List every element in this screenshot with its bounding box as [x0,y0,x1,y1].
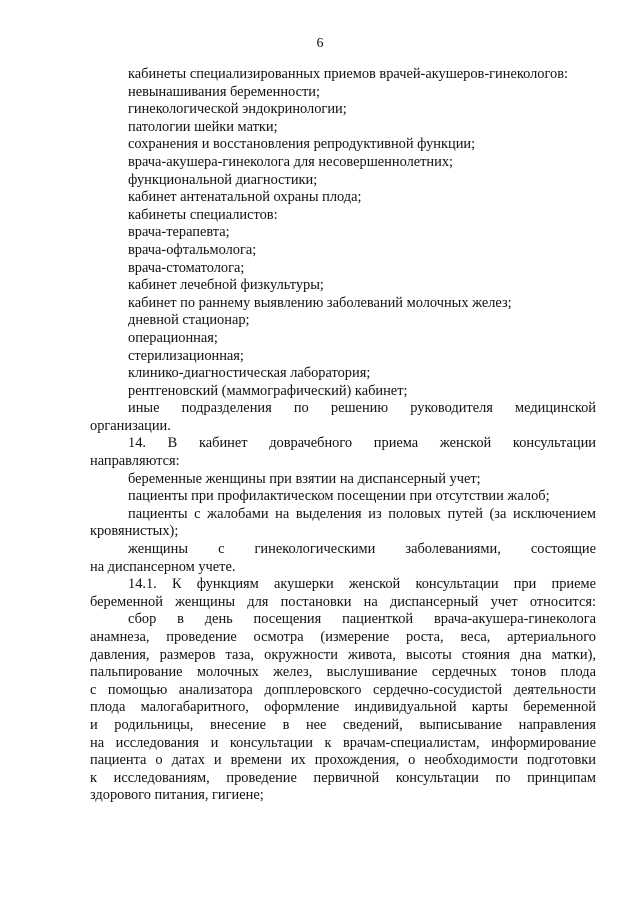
text-line: анамнеза, проведение осмотра (измерение роста, веса, артериального [90,629,596,645]
text-line: врача-стоматолога; [128,259,245,276]
text-line: стерилизационная; [128,347,244,364]
text-line: и родильницы, внесение в нее сведений, выписывание направления [90,716,596,733]
text-line: беременные женщины при взятии на диспансерный учет; [128,470,481,487]
text-line: сохранения и восстановления репродуктивной функции; [128,136,476,153]
text-line: пациенты при профилактическом посещении при отсутствии жалоб; [128,488,550,505]
text-line: кабинет по раннему выявлению заболеваний молочных желез; [128,294,512,311]
text-line: сбор в день посещения пациенткой врача-акушера-гинеколога [128,611,596,628]
text-line: кабинеты специалистов: [128,206,278,223]
document-body [90,66,596,805]
text-line: иные подразделения по решению руководителя медицинской [128,400,596,417]
text-line: врача-терапевта; [128,224,230,241]
text-line: с помощью анализатора допплеровского сердечно-сосудистой деятельности [90,681,596,698]
text-line: кабинет лечебной физкультуры; [128,277,324,294]
text-line: патологии шейки матки; [128,118,278,135]
text-line: невынашивания беременности; [128,83,320,100]
text-line: здорового питания, гигиене; [90,787,264,804]
text-line: кровянистых); [90,523,179,540]
text-line: пациента о датах и времени их прохождения, о необходимости подготовки [90,752,596,769]
text-line: врача-офтальмолога; [128,241,257,258]
text-line: беременной женщины для постановки на диспансерный учет относится: [90,593,596,610]
text-line: на диспансерном учете. [90,558,236,575]
text-line: гинекологической эндокринологии; [128,101,347,118]
text-line: клинико-диагностическая лаборатория; [128,365,371,382]
text-line: 14. В кабинет доврачебного приема женской консультации [128,435,596,452]
text-line: дневной стационар; [128,312,250,329]
text-line: организации. [90,417,171,434]
text-line: пациенты с жалобами на выделения из половых путей (за исключением [128,505,596,522]
text-line: кабинет антенатальной охраны плода; [128,189,362,206]
text-line: 14.1. К функциям акушерки женской консультации при приеме [128,576,596,593]
text-line: операционная; [128,329,218,346]
text-line: врача-акушера-гинеколога для несовершеннолетних; [128,153,454,170]
text-line: рентгеновский (маммографический) кабинет; [128,382,408,399]
page-number: 6 [316,36,324,51]
text-line: направляются: [90,453,180,470]
text-line: давления, размеров таза, окружности живота, высоты стояния дна матки), [90,646,596,663]
text-line: на исследования и консультации к врачам-специалистам, информирование [90,734,596,751]
text-line: плода малогабаритного, оформление индивидуальной карты беременной [90,699,596,716]
text-line: женщины с гинекологическими заболеваниями, состоящие [128,541,596,558]
text-line: кабинеты специализированных приемов врачей-акушеров-гинекологов: [128,66,569,82]
text-line: функциональной диагностики; [128,171,318,188]
text-line: пальпирование молочных желез, выслушивание сердечных тонов плода [90,664,596,681]
text-line: к исследованиям, проведение первичной консультации по принципам [90,769,596,786]
